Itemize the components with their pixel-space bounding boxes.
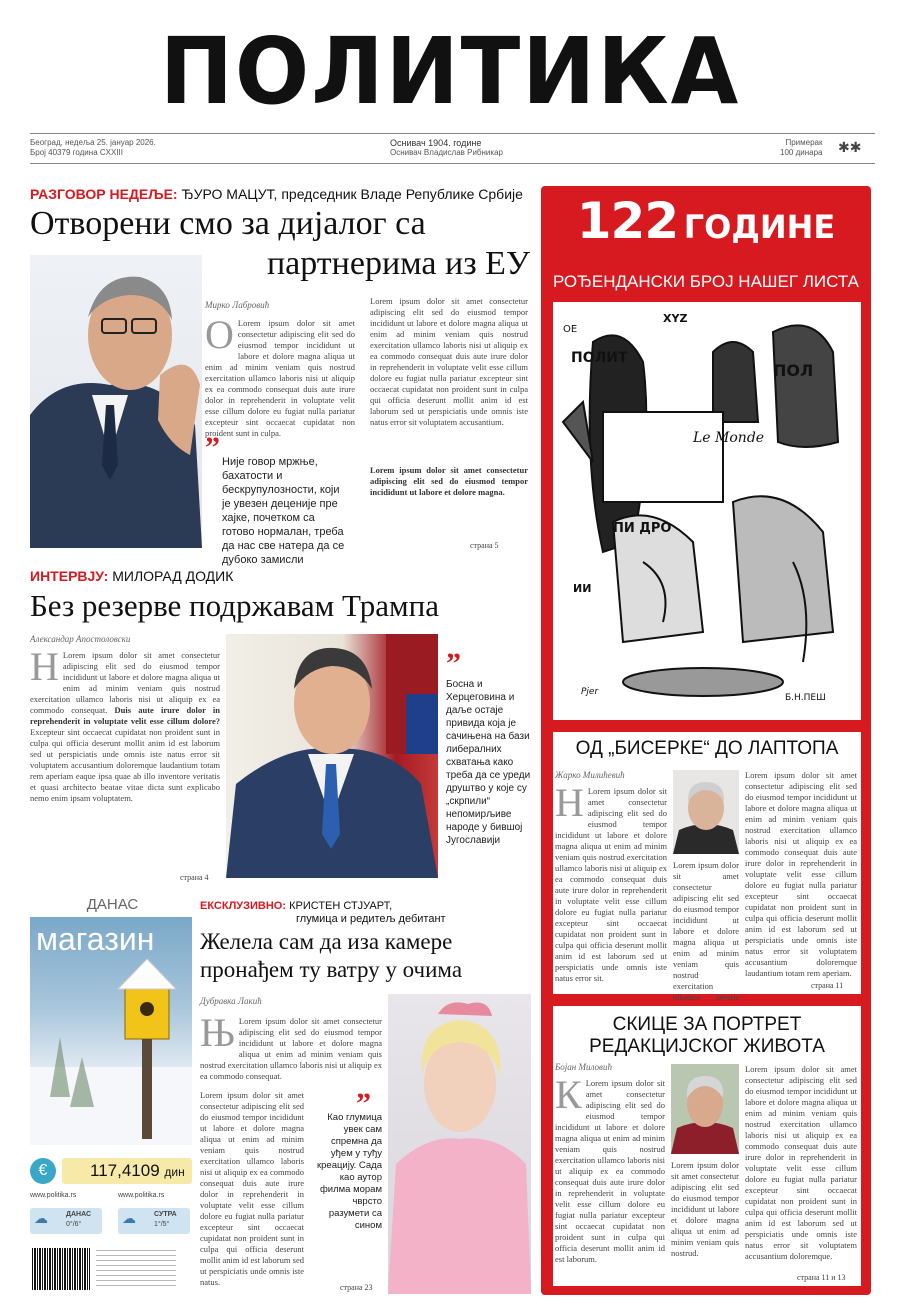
exclusive-byline: Дубравка Лакић (200, 996, 262, 1006)
lead-kicker (30, 186, 523, 202)
interview-headline[interactable]: Без резерве подржавам Трампа (30, 588, 440, 623)
founder-line: Оснивач Владислав Рибникар (390, 148, 503, 157)
exclusive-headline-line1: Желела сам да иза камере (200, 929, 453, 954)
cartoon-panel (553, 302, 861, 720)
exchange-rate (62, 1158, 192, 1184)
cloud-icon: ☁ (34, 1212, 48, 1227)
exclusive-page-ref[interactable]: страна 23 (340, 1283, 373, 1292)
interview-byline: Александар Апостоловски (30, 634, 131, 644)
price-label: Примерак (785, 138, 823, 147)
cartoon-signature: Pjer (581, 687, 599, 697)
cartoon-label: ОЕ (563, 324, 578, 335)
exclusive-kicker-label: ЕКСКЛУЗИВНО: (200, 900, 287, 912)
sketches-panel (553, 1006, 861, 1286)
founder-info (390, 138, 503, 158)
lead-body-col2: Lorem ipsum dolor sit amet consectetur adipiscing elit sed do eiusmod tempor incididunt ut labore et dolore magna aliqua ut enim ad minim veniam quis nostrud exercitation ullamco laboris nisi ut aliquip ex ea commodo consequat duis aute irure dolor in reprehenderit in voluptate velit esse cillum dolore eu fugiat nulla pariatur excepteur sint occaecat cupidatat non proident sunt in culpa qui officia deserunt mollit anim id est laborum sed ut perspiciatis unde omnis iste natus error sit voluptatem accusantium. (370, 296, 528, 427)
exclusive-photo (388, 994, 531, 1294)
author-portrait-image (671, 1064, 739, 1154)
cartoon-label: XYZ (663, 312, 688, 325)
cartoon-label: ПИ ДРО (613, 521, 672, 536)
lead-byline: Мирко Лабровић (205, 300, 270, 310)
masthead-rule-bottom (30, 163, 875, 164)
lead-page-ref[interactable]: страна 5 (470, 541, 499, 550)
imprint-text-block (96, 1250, 176, 1288)
lead-quote: Није говор мржње, бахатости и бескрупулозности, који је увезен деценије пре хајке, почетком са готово нормалан, треба да нас све натера да се дубоко замисли (222, 456, 345, 566)
dropcap: К (555, 1072, 582, 1117)
issue-date-line: Београд, недеља 25. јануар 2026. (30, 138, 156, 147)
price-value: 100 динара (780, 148, 823, 157)
dropcap: Њ (200, 1010, 235, 1055)
birdhouse-image (30, 917, 192, 1145)
weather-today (30, 1208, 102, 1234)
sketches-byline: Бојан Миловић (555, 1062, 612, 1072)
interview-quote: Босна и Херцеговина и даље остаје привида која је сачињена на бази либералних схватања како треба да се уреди друштво у које су „скрпили“ непомирљиве народе у бившој Југославији (446, 679, 531, 846)
weather-tomorrow (118, 1208, 190, 1234)
quote-mark-icon: ” (205, 431, 220, 464)
dropcap: О (205, 312, 234, 357)
anniversary-banner[interactable] (541, 192, 871, 250)
lead-body-col1: О Lorem ipsum dolor sit amet consectetur adipiscing elit sed do eiusmod tempor incididunt ut labore et dolore magna aliqua ut enim ad minim veniam quis nostrud exercitation ullamco laboris nisi ut aliquip ex ea commodo consequat duis aute irure dolor in reprehenderit in voluptate velit esse cillum dolore eu fugiat nulla pariatur excepteur sint occaecat cupidatat non proident sunt in culpa. (205, 312, 355, 438)
sketches-page-ref[interactable]: страна 11 и 13 (797, 1273, 846, 1282)
sketches-body-col2: Lorem ipsum dolor sit amet consectetur adipiscing elit sed do eiusmod tempor incididunt ut labore et dolore magna aliqua ut enim ad minim veniam quis nostrud. (671, 1160, 739, 1258)
masthead-title: ПОЛИТИКА (159, 18, 741, 125)
stars-icon: ✱✱ (838, 141, 862, 156)
author-portrait-image (673, 770, 739, 854)
laptop-author-photo (673, 770, 739, 854)
politician-portrait-image (226, 634, 438, 878)
lead-headline-line1: Отворени смо за дијалог са (30, 205, 426, 242)
magazine-cover[interactable] (30, 917, 192, 1145)
interview-kicker-label: ИНТЕРВЈУ: (30, 568, 109, 584)
laptop-panel (553, 732, 861, 1002)
lead-kicker-label: РАЗГОВОР НЕДЕЉЕ: (30, 186, 178, 202)
cartoon-label: ПОЛИТ (571, 350, 628, 366)
quote-mark-icon: ” (356, 1087, 371, 1120)
exclusive-body-top: Њ Lorem ipsum dolor sit amet consectetur adipiscing elit sed do eiusmod tempor incididunt ut labore et dolore magna aliqua ut enim ad minim veniam quis nostrud exercitation ullamco laboris nisi ut aliquip ex ea commodo consequat. (200, 1010, 382, 1081)
weather-tomorrow-temp: 1°/5° (154, 1221, 170, 1228)
anniversary-subtitle: РОЂЕНДАНСКИ БРОЈ НАШЕГ ЛИСТА (552, 272, 860, 291)
cartoon-signature-secondary: Б.Н.ПЕШ (785, 693, 826, 703)
anniversary-number: 122 (576, 192, 679, 250)
interview-kicker (30, 568, 233, 584)
exchange-rate-unit: дин (164, 1165, 185, 1179)
dropcap: Н (30, 644, 59, 689)
exclusive-kicker-subtext: глумица и редитељ дебитант (296, 913, 446, 925)
magazine-today-label: ДАНАС (86, 896, 139, 913)
euro-icon: € (30, 1158, 56, 1184)
magazine-name: магазин (36, 921, 155, 957)
laptop-body-col1: Н Lorem ipsum dolor sit amet consectetur adipiscing elit sed do eiusmod tempor incididunt ut labore et dolore magna aliqua ut enim ad minim veniam quis nostrud exercitation ullamco laboris nisi ut aliquip ex ea commodo consequat duis aute irure dolor in reprehenderit in voluptate velit esse cillum dolore eu fugiat nulla pariatur excepteur sint occaecat cupidatat non proident sunt in culpa qui officia deserunt mollit anim id est laborum sed ut perspiciatis unde omnis iste natus error sit. (555, 780, 667, 983)
exclusive-headline-line2: пронађем ту ватру у очима (200, 957, 463, 982)
weather-widget (30, 1208, 192, 1238)
lead-headline-line2: партнерима из ЕУ (266, 245, 530, 282)
interview-body: Н Lorem ipsum dolor sit amet consectetur adipiscing elit sed do eiusmod tempor incididunt ut labore et dolore magna aliqua ut enim ad minim veniam quis nostrud exercitation ullamco laboris nisi ut aliquip ex ea commodo consequat. Duis aute irure dolor in reprehenderit in voluptate velit esse cillum dolore? Excepteur sint occaecat cupidatat non proident sunt in culpa qui officia deserunt mollit anim id est laborum sed ut perspiciatis unde omnis iste natus error sit voluptatem accusantium doloremque laudantium totam rem aperiam eaque ipsa quae ab illo inventore veritatis et quasi architecto beatae vitae dicta sunt explicabo nemo enim ipsam voluptatem. (30, 644, 220, 803)
masthead-rule-top (30, 133, 875, 134)
cloud-icon: ☁ (122, 1212, 136, 1227)
cartoon-label: ИИ (573, 582, 592, 595)
sketches-author-photo (671, 1064, 739, 1154)
website-link-secondary[interactable]: www.politika.rs (118, 1192, 165, 1199)
barcode-image (32, 1248, 90, 1290)
politician-portrait-image (30, 255, 202, 548)
exchange-rate-widget (30, 1158, 192, 1184)
sketches-body-col3: Lorem ipsum dolor sit amet consectetur adipiscing elit sed do eiusmod tempor incididunt ut labore et dolore magna aliqua ut enim ad minim veniam quis nostrud exercitation ullamco laboris nisi ut aliquip ex ea commodo consequat duis aute irure dolor in reprehenderit in voluptate velit esse cillum dolore eu fugiat nulla pariatur excepteur sint occaecat cupidatat non proident sunt in culpa qui officia deserunt mollit anim id est laborum sed ut perspiciatis unde omnis iste natus error sit voluptatem accusantium doloremque. (745, 1064, 857, 1261)
lead-photo (30, 255, 202, 548)
laptop-byline: Жарко Милићевић (555, 770, 625, 780)
sketches-body-col1: К Lorem ipsum dolor sit amet consectetur adipiscing elit sed do eiusmod tempor incididunt ut labore et dolore magna aliqua ut enim ad minim veniam quis nostrud exercitation ullamco laboris nisi ut aliquip ex ea commodo consequat duis aute irure dolor in reprehenderit in voluptate velit esse cillum dolore eu fugiat nulla pariatur excepteur sint occaecat cupidatat non proident sunt in culpa qui officia deserunt mollit anim id est laborum. (555, 1072, 665, 1264)
laptop-title[interactable]: ОД „БИСЕРКЕ“ ДО ЛАПТОПА (575, 738, 839, 759)
sketches-title-line2: РЕДАКЦИЈСКОГ ЖИВОТА (589, 1036, 825, 1057)
actress-portrait-image (388, 994, 531, 1294)
issue-number-line: Број 40379 година CXXIII (30, 148, 123, 157)
founded-line: Оснивач 1904. године (390, 138, 482, 148)
lead-kicker-text: ЂУРО МАЦУТ, председник Владе Републике Србије (177, 186, 523, 202)
sketches-title[interactable] (553, 1014, 861, 1058)
sketches-title-line1: СКИЦЕ ЗА ПОРТРЕТ (612, 1014, 802, 1035)
anniversary-cartoon-image (553, 302, 861, 720)
interview-kicker-text: МИЛОРАД ДОДИК (108, 568, 234, 584)
exclusive-kicker (200, 900, 446, 926)
exclusive-quote: Као глумица увек сам спремна да уђем у туђу креацију. Сада као аутор филма морам чврсто разумети са сином (316, 1112, 382, 1231)
exclusive-body-col1: Lorem ipsum dolor sit amet consectetur adipiscing elit sed do eiusmod tempor incididunt ut labore et dolore magna aliqua ut enim ad minim veniam quis nostrud exercitation ullamco laboris nisi ut aliquip ex ea commodo consequat duis aute irure dolor in reprehenderit in voluptate velit esse cillum dolore eu fugiat nulla pariatur excepteur sint occaecat cupidatat non proident sunt in culpa qui officia deserunt mollit anim id est laborum sed ut perspiciatis unde omnis iste natus. (200, 1090, 304, 1287)
interview-photo (226, 634, 438, 878)
exclusive-headline[interactable] (200, 928, 530, 984)
interview-page-ref[interactable]: страна 4 (180, 873, 209, 882)
website-link[interactable]: www.politika.rs (30, 1192, 77, 1199)
price-info (780, 138, 822, 158)
issue-date (30, 138, 156, 158)
lead-body-col2-bold: Lorem ipsum dolor sit amet consectetur adipiscing elit sed do eiusmod tempor incididunt ut labore et dolore magna. (370, 465, 528, 497)
cartoon-label: Le Monde (693, 430, 765, 446)
laptop-page-ref[interactable]: страна 11 (811, 981, 844, 990)
laptop-body-col2: Lorem ipsum dolor sit amet consectetur adipiscing elit sed do eiusmod tempor incididunt ut labore et dolore magna aliqua ut enim ad minim veniam quis nostrud exercitation ullamco laboris (673, 860, 739, 1002)
anniversary-word: ГОДИНЕ (683, 208, 836, 246)
weather-tomorrow-label: СУТРА (154, 1211, 177, 1218)
exchange-rate-value: 117,4109 (90, 1161, 160, 1180)
exclusive-kicker-text: КРИСТЕН СТЈУАРТ, (286, 900, 393, 912)
weather-today-temp: 0°/6° (66, 1221, 82, 1228)
cartoon-label: ПОЛ (773, 361, 814, 380)
dropcap: Н (555, 780, 584, 825)
weather-today-label: ДАНАС (66, 1211, 92, 1218)
quote-mark-icon: ” (446, 647, 461, 680)
laptop-body-col3: Lorem ipsum dolor sit amet consectetur adipiscing elit sed do eiusmod tempor incididunt ut labore et dolore magna aliqua ut enim ad minim veniam quis nostrud exercitation ullamco laboris nisi ut aliquip ex ea commodo consequat duis aute irure dolor in reprehenderit in voluptate velit esse cillum dolore eu fugiat nulla pariatur excepteur sint occaecat cupidatat non proident sunt in culpa qui officia deserunt mollit anim id est laborum sed ut perspiciatis unde omnis iste natus error sit voluptatem accusantium doloremque laudantium totam rem aperiam. (745, 770, 857, 978)
